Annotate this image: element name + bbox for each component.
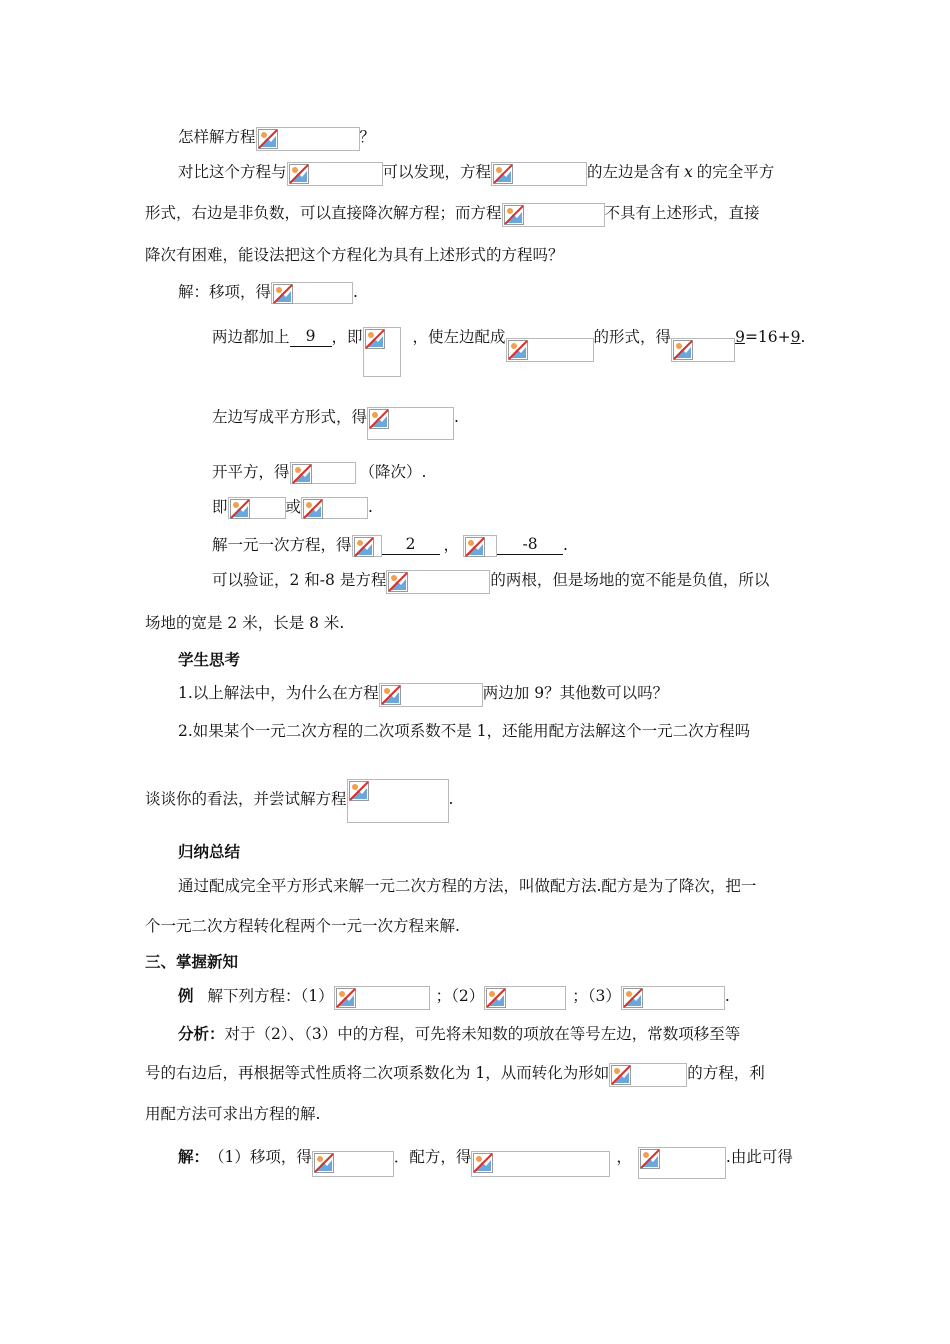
broken-image-icon (303, 499, 323, 519)
text: 形式，右边是非负数，可以直接降次解方程；而方程 (145, 204, 502, 222)
text: 解下列方程：（1） (207, 987, 334, 1005)
line-verify (212, 570, 769, 594)
broken-image-icon (388, 572, 408, 592)
text: 的方程，利 (687, 1064, 765, 1082)
line-difficulty (145, 245, 564, 265)
fill-blank: -8 (497, 535, 563, 555)
text: ？ (359, 128, 376, 146)
text: 左边写成平方形式，得 (212, 408, 368, 426)
broken-image-icon (508, 340, 528, 360)
broken-image-icon (486, 988, 506, 1008)
line-namely (212, 497, 373, 519)
text: . (724, 987, 730, 1005)
text: 用配方法可求出方程的解. (145, 1105, 321, 1123)
equation-image (363, 327, 401, 377)
text: ；（3） (572, 987, 621, 1005)
broken-image-icon (273, 284, 293, 304)
solution-line (178, 1147, 793, 1179)
text: （1）移项，得 (209, 1148, 312, 1166)
heading-section-3: 三、掌握新知 (145, 953, 239, 971)
text: . (454, 408, 459, 426)
equation-image (367, 407, 454, 440)
text: ，即 (331, 328, 363, 346)
broken-image-icon (640, 1149, 660, 1169)
line-square-root (212, 462, 426, 484)
text: 或 (285, 498, 302, 516)
text: ， (616, 1148, 632, 1166)
broken-image-icon (369, 409, 389, 429)
question-2-continued (145, 779, 453, 823)
line-linear-solve (212, 535, 568, 557)
text: 不具有上述形式，直接 (604, 204, 760, 222)
broken-image-icon (493, 164, 513, 184)
broken-image-icon (314, 1153, 334, 1173)
equation-image (334, 986, 430, 1010)
broken-image-icon (230, 499, 250, 519)
question-1 (178, 683, 668, 707)
equation-image (502, 203, 605, 227)
text: 即 (212, 498, 228, 516)
text: 9 (735, 328, 745, 346)
equation-image (638, 1147, 726, 1179)
question-2 (178, 721, 750, 741)
text: 怎样解方程 (178, 128, 256, 146)
text: ．配方，得 (393, 1148, 472, 1166)
text: 通过配成完全平方形式来解一元二次方程的方法，叫做配方法.配方是为了降次，把一 (178, 877, 757, 895)
text: ， (443, 536, 460, 554)
line-how-to-solve (178, 127, 375, 151)
equation-image (471, 1151, 610, 1177)
equation-image (386, 570, 490, 594)
text: . (563, 536, 568, 554)
summary-line-1 (178, 876, 756, 896)
line-square-form (212, 407, 459, 440)
equation-image (463, 535, 497, 557)
broken-image-icon (504, 205, 524, 225)
broken-image-icon (465, 537, 485, 557)
text: 谈谈你的看法，并尝试解方程 (145, 790, 347, 808)
text: 开平方，得 (212, 463, 290, 481)
text: 的左边是含有 (587, 163, 681, 181)
heading-summary: 归纳总结 (178, 843, 241, 861)
equation-image (352, 535, 382, 557)
broken-image-icon (473, 1153, 493, 1173)
fill-blank: 9 (290, 327, 332, 347)
text: 9 (790, 328, 801, 346)
summary-line-2 (145, 916, 460, 936)
analysis-line-2 (145, 1063, 765, 1087)
text: 可以验证，2 和-8 是方程 (212, 571, 387, 589)
equation-image (301, 497, 368, 519)
equation-image (271, 282, 353, 304)
text: 的完全平方 (696, 163, 775, 181)
equation-image (506, 338, 594, 362)
line-form (145, 203, 760, 227)
text: 两边都加上 (212, 328, 290, 346)
broken-image-icon (611, 1065, 631, 1085)
broken-image-icon (289, 164, 309, 184)
equation-image (621, 986, 725, 1010)
example-line (178, 986, 730, 1010)
equation-image (287, 162, 383, 186)
broken-image-icon (354, 537, 374, 557)
equation-image (290, 462, 356, 484)
text: . (368, 498, 373, 516)
equation-image (256, 127, 360, 151)
text: . (353, 283, 358, 301)
text: 场地的宽是 2 米，长是 8 米. (145, 614, 345, 632)
text: 对比这个方程与 (178, 163, 287, 181)
equation-image (228, 497, 286, 519)
text: 解一元一次方程，得 (212, 536, 352, 554)
broken-image-icon (349, 781, 369, 801)
text: =16+ (744, 328, 791, 346)
text: 解：移项，得 (178, 283, 272, 301)
text: 2.如果某个一元二次方程的二次项系数不是 1，还能用配方法解这个一元二次方程吗 (178, 722, 751, 740)
broken-image-icon (381, 685, 401, 705)
equation-image (379, 683, 483, 707)
fill-blank: 2 (382, 535, 440, 555)
solution-label: 解： (178, 1148, 210, 1166)
text: 个一元二次方程转化程两个一元一次方程来解. (145, 917, 460, 935)
text: 的两根，但是场地的宽不能是负值，所以 (490, 571, 770, 589)
equation-image (491, 162, 587, 186)
broken-image-icon (623, 988, 643, 1008)
text: . (448, 790, 454, 808)
text: ；（2） (435, 987, 485, 1005)
equation-image (347, 779, 449, 823)
equation-image (484, 986, 566, 1010)
equation-image (312, 1151, 394, 1177)
text: . (800, 328, 806, 346)
text: 可以发现，方程 (382, 163, 492, 181)
equation-image (671, 338, 735, 362)
variable-x: x (684, 163, 693, 181)
line-field-width (145, 613, 344, 633)
example-label: 例 (178, 987, 194, 1005)
text: 降次有困难，能设法把这个方程化为具有上述形式的方程吗？ (145, 246, 564, 264)
text: （降次）. (359, 463, 427, 481)
text: 号的右边后，再根据等式性质将二次项系数化为 1，从而转化为形如 (145, 1064, 610, 1082)
text: ，使左边配成 (412, 328, 506, 346)
broken-image-icon (258, 129, 278, 149)
broken-image-icon (292, 464, 312, 484)
text: 的形式，得 (593, 328, 672, 346)
broken-image-icon (336, 988, 356, 1008)
broken-image-icon (673, 340, 693, 360)
heading-student-think: 学生思考 (178, 651, 241, 669)
broken-image-icon (365, 329, 385, 349)
line-compare (178, 162, 774, 186)
analysis-line-1 (178, 1024, 740, 1044)
text: .由此可得 (725, 1148, 793, 1166)
equation-image (609, 1063, 687, 1087)
text: 对于（2）、（3）中的方程，可先将未知数的项放在等号左边，常数项移至等 (224, 1025, 741, 1043)
line-solve-move (178, 282, 358, 304)
analysis-line-3 (145, 1104, 320, 1124)
line-add-both-sides (212, 327, 805, 377)
analysis-label: 分析： (178, 1025, 225, 1043)
text: 两边加 9？其他数可以吗？ (482, 684, 669, 702)
text: 1.以上解法中，为什么在方程 (178, 684, 379, 702)
